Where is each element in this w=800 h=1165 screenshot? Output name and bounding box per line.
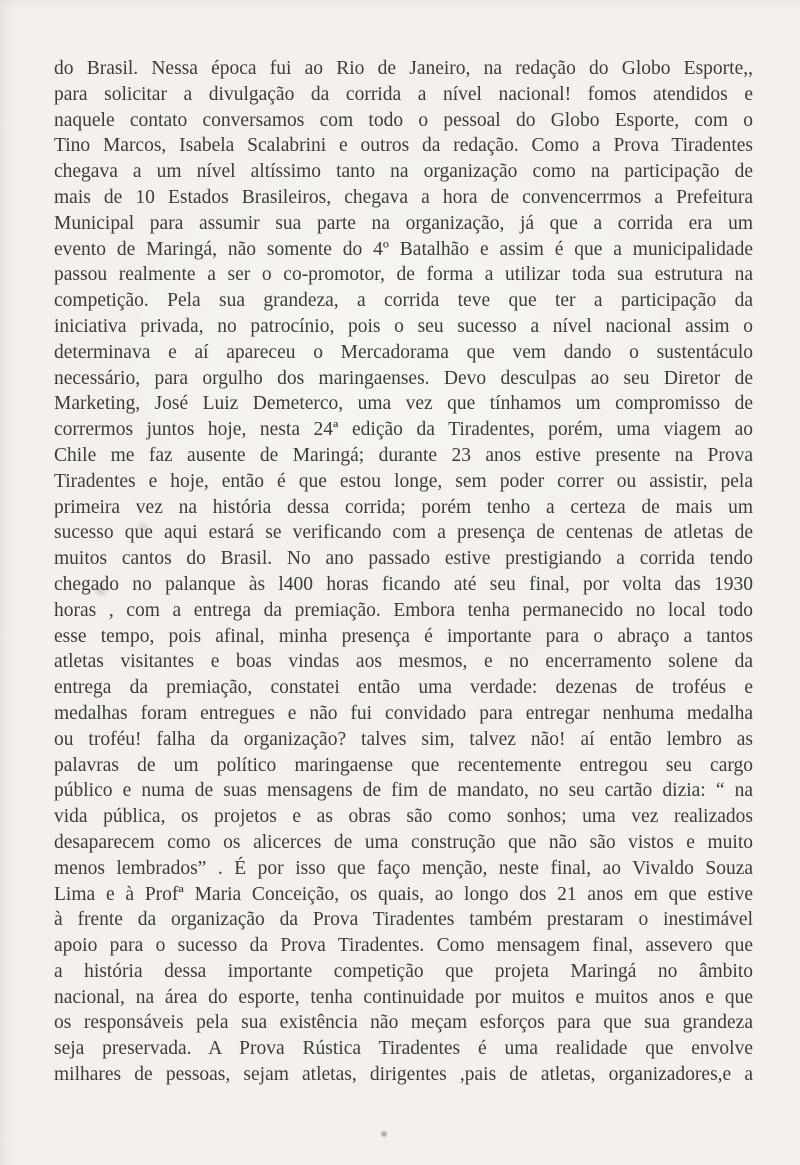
- text-line: chegado no palanque às l400 horas ficando até seu final, por volta das 1930: [54, 573, 753, 595]
- text-line: naquele contato conversamos com todo o pessoal do Globo Esporte, com o: [54, 109, 753, 131]
- text-line: evento de Maringá, não somente do 4º Batalhão e assim é que a municipalidade: [54, 238, 753, 260]
- text-line: atletas visitantes e boas vindas aos mesmos, e no encerramento solene da: [54, 651, 753, 673]
- text-line: desaparecem como os alicerces de uma construção que não são vistos e muito: [54, 831, 753, 853]
- text-line: do Brasil. Nessa época fui ao Rio de Janeiro, na redação do Globo Esporte,,: [54, 58, 753, 79]
- text-line: Tiradentes e hoje, então é que estou longe, sem poder correr ou assistir, pela: [54, 470, 753, 492]
- text-line: palavras de um político maringaense que recentemente entregou seu cargo: [54, 754, 753, 776]
- text-line: milhares de pessoas, sejam atletas, dirigentes ,pais de atletas, organizadores,e a: [54, 1064, 753, 1086]
- text-line: determinava e aí apareceu o Mercadorama que vem dando o sustentáculo: [54, 341, 753, 363]
- text-line: nacional, na área do esporte, tenha continuidade por muitos e muitos anos e que: [54, 986, 753, 1008]
- text-line: os responsáveis pela sua existência não meçam esforços para que sua grandeza: [54, 1012, 753, 1034]
- text-line: Tino Marcos, Isabela Scalabrini e outros da redação. Como a Prova Tiradentes: [54, 135, 753, 157]
- text-line: muitos cantos do Brasil. No ano passado estive prestigiando a corrida tendo: [54, 548, 753, 570]
- text-line: Lima e à Profª Maria Conceição, os quais, ao longo dos 21 anos em que estive: [54, 883, 753, 905]
- text-line: mais de 10 Estados Brasileiros, chegava a hora de convencerrmos a Prefeitura: [54, 186, 753, 208]
- body-text: [54, 56, 753, 1088]
- text-line: esse tempo, pois afinal, minha presença é importante para o abraço a tantos: [54, 625, 753, 647]
- text-line: vida pública, os projetos e as obras são como sonhos; uma vez realizados: [54, 806, 753, 828]
- text-line: para solicitar a divulgação da corrida a nível nacional! fomos atendidos e: [54, 83, 753, 105]
- text-line: entrega da premiação, constatei então uma verdade: dezenas de troféus e: [54, 677, 753, 699]
- text-line: Municipal para assumir sua parte na organização, já que a corrida era um: [54, 212, 753, 234]
- text-line: competição. Pela sua grandeza, a corrida teve que ter a participação da: [54, 290, 753, 312]
- text-line: Chile me faz ausente de Maringá; durante 23 anos estive presente na Prova: [54, 444, 753, 466]
- text-line: iniciativa privada, no patrocínio, pois o seu sucesso a nível nacional assim o: [54, 315, 753, 337]
- text-line: necessário, para orgulho dos maringaenses. Devo desculpas ao seu Diretor de: [54, 367, 753, 389]
- text-line: apoio para o sucesso da Prova Tiradentes. Como mensagem final, assevero que: [54, 935, 753, 957]
- text-line: seja preservada. A Prova Rústica Tiradentes é uma realidade que envolve: [54, 1038, 753, 1060]
- text-line: sucesso que aqui estará se verificando com a presença de centenas de atletas de: [54, 522, 753, 544]
- text-line: à frente da organização da Prova Tiradentes também prestaram o inestimável: [54, 909, 753, 931]
- text-line: primeira vez na história dessa corrida; porém tenho a certeza de mais um: [54, 496, 753, 518]
- text-line: ou troféu! falha da organização? talves sim, talvez não! aí então lembro as: [54, 728, 753, 750]
- text-line: menos lembrados” . É por isso que faço menção, neste final, ao Vivaldo Souza: [54, 857, 753, 879]
- text-line: medalhas foram entregues e não fui convidado para entregar nenhuma medalha: [54, 702, 753, 724]
- text-line: público e numa de suas mensagens de fim de mandato, no seu cartão dizia: “ na: [54, 780, 753, 802]
- text-line: horas , com a entrega da premiação. Embora tenha permanecido no local todo: [54, 599, 753, 621]
- text-line: chegava a um nível altíssimo tanto na organização como na participação de: [54, 161, 753, 183]
- text-line: passou realmente a ser o co-promotor, de forma a utilizar toda sua estrutura na: [54, 264, 753, 286]
- text-line: a história dessa importante competição que projeta Maringá no âmbito: [54, 960, 753, 982]
- text-line: Marketing, José Luiz Demeterco, uma vez que tínhamos um compromisso de: [54, 393, 753, 415]
- text-line: corrermos juntos hoje, nesta 24ª edição da Tiradentes, porém, uma viagem ao: [54, 419, 753, 441]
